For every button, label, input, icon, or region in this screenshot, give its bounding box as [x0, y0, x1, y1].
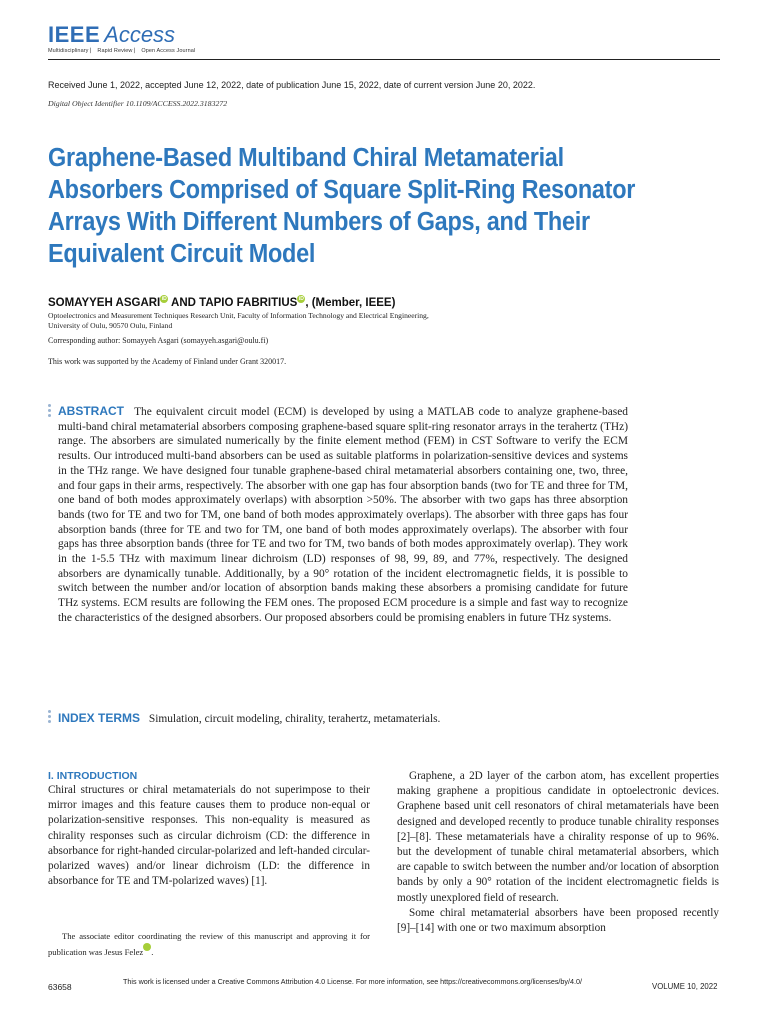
- license-note: This work is licensed under a Creative Commons Attribution 4.0 License. For more information, see https://creativecommons.org/licenses/by/4.0/: [123, 977, 583, 986]
- author-membership: , (Member, IEEE): [305, 297, 396, 309]
- received-dates: Received June 1, 2022, accepted June 12, 2022, date of publication June 15, 2022, date of current version June 20, 2022.: [48, 80, 536, 90]
- doi: Digital Object Identifier 10.1109/ACCESS.2022.3183272: [48, 99, 228, 108]
- intro-right-paragraph-1: Graphene, a 2D layer of the carbon atom, has excellent properties making graphene a propitious candidate in optoelectronic devices. Graphene based unit cell resonators of chiral metamaterials have been designed and developed recently to produce tunable chirality responses [2]–[8]. These metamaterials have a chirality response of up to 96%. but the development of tunable chiral metamaterial absorbers, which are capable to switch between the number and/or location of absorption bands by only a 90° rotation of the incident electromagnetic fields is mostly unexplored field of research.: [397, 770, 719, 904]
- author-2: AND TAPIO FABRITIUS: [168, 297, 298, 309]
- orcid-icon[interactable]: iD: [161, 296, 167, 302]
- affiliation-line-1: Optoelectronics and Measurement Techniques Research Unit, Faculty of Information Technology and Electrical Engineering,: [48, 311, 429, 320]
- author-line: [48, 297, 395, 309]
- page-number: 63658: [48, 982, 72, 992]
- corresponding-author: Corresponding author: Somayyeh Asgari (somayyeh.asgari@oulu.fi): [48, 336, 269, 345]
- section-heading-introduction: I. INTRODUCTION: [48, 770, 138, 782]
- left-column: [48, 769, 370, 889]
- intro-right-paragraph-2: Some chiral metamaterial absorbers have been proposed recently [9]–[14] with one or two maximum absorption: [397, 906, 719, 935]
- index-terms-label: INDEX TERMS: [58, 711, 141, 725]
- index-terms-text: Simulation, circuit modeling, chirality, terahertz, metamaterials.: [148, 713, 441, 725]
- abstract-label: ABSTRACT: [58, 404, 124, 418]
- editor-note-text: The associate editor coordinating the review of this manuscript and approving it for publication was Jesus Felez: [48, 931, 370, 957]
- funding-note: This work was supported by the Academy of Finland under Grant 320017.: [48, 357, 287, 366]
- abstract-text: The equivalent circuit model (ECM) is developed by using a MATLAB code to analyze graphene-based multi-band chiral metamaterial absorbers composing graphene-based square split-ring resonator arrays in the terahertz (THz) range. The absorbers are simulated numerically by the finite element method (FEM) in CST Software to verify the ECM results. Our introduced multi-band absorbers can be used as suitable platforms in polarization-sensitive devices and systems in the THz range. We have designed four tunable graphene-based chiral metamaterial absorbers containing one, two, three, and four gaps in their arms, respectively. The absorber with one gap has four absorption bands (two for TE and three for TM, one band of both modes approximately overlaps) with absorption >50%. The absorber with two gaps has three absorption bands (two for TE and two for TM, one band of both modes approximately overlaps). The absorber with three gaps has four absorption bands (three for TE and two for TM, one band of both modes approximately overlaps). The absorber with four gaps has three absorption bands (three for TE and two for TM, two bands of both modes approximately overlap). They work in the 1-5.5 THz with maximum linear dichroism (LD) responses of 98, 99, 89, and 77%, respectively. The designed absorbers are dynamically tunable. Additionally, by a 90° rotation of the incident electromagnetic fields, it is possible to switch between the number and/or location of absorption bands making these absorbers a promising candidate for future THz systems. ECM results are following the FEM ones. The proposed ECM procedure is a simple and fast way to recognize the characteristics of the designed absorbers. Our proposed absorbers could be promising enablers in future THz systems.: [58, 406, 628, 624]
- index-terms-marker-icon: [48, 710, 51, 725]
- orcid-icon[interactable]: iD: [143, 943, 151, 951]
- paper-title: Graphene-Based Multiband Chiral Metamaterial Absorbers Comprised of Square Split-Ring Resonator Arrays With Different Numbers of Gaps, and Their Equivalent Circuit Model: [48, 144, 636, 268]
- index-terms: [58, 711, 678, 725]
- logo-tagline: Multidisciplinary ⎸ Rapid Review ⎸ Open Access Journal: [48, 48, 196, 54]
- logo-access-text: Access: [104, 22, 176, 47]
- intro-paragraph-1: Chiral structures or chiral metamaterials do not superimpose to their mirror images and this feature causes them to produce non-equal or polarization-sensitive responses. This non-equality is measured as chirality responses such as circular dichroism (CD: the difference in absorbance for right-handed circular-polarized and left-handed circular-polarized waves) and/or linear dichroism (LD: the difference in absorbance for TE and TM-polarized waves) [1].: [48, 784, 370, 888]
- affiliation-line-2: University of Oulu, 90570 Oulu, Finland: [48, 321, 173, 330]
- orcid-icon[interactable]: iD: [298, 296, 304, 302]
- header-rule: [48, 59, 720, 60]
- editor-note: The associate editor coordinating the review of this manuscript and approving it for publication was Jesus FeleziD.: [48, 931, 370, 957]
- volume-label: VOLUME 10, 2022: [652, 982, 718, 991]
- affiliation: [48, 311, 429, 331]
- journal-logo: [48, 22, 195, 55]
- right-column: [397, 769, 719, 936]
- abstract: [58, 404, 628, 626]
- logo-ieee-text: IEEE: [48, 22, 101, 47]
- abstract-marker-icon: [48, 404, 51, 419]
- author-1: SOMAYYEH ASGARI: [48, 297, 161, 309]
